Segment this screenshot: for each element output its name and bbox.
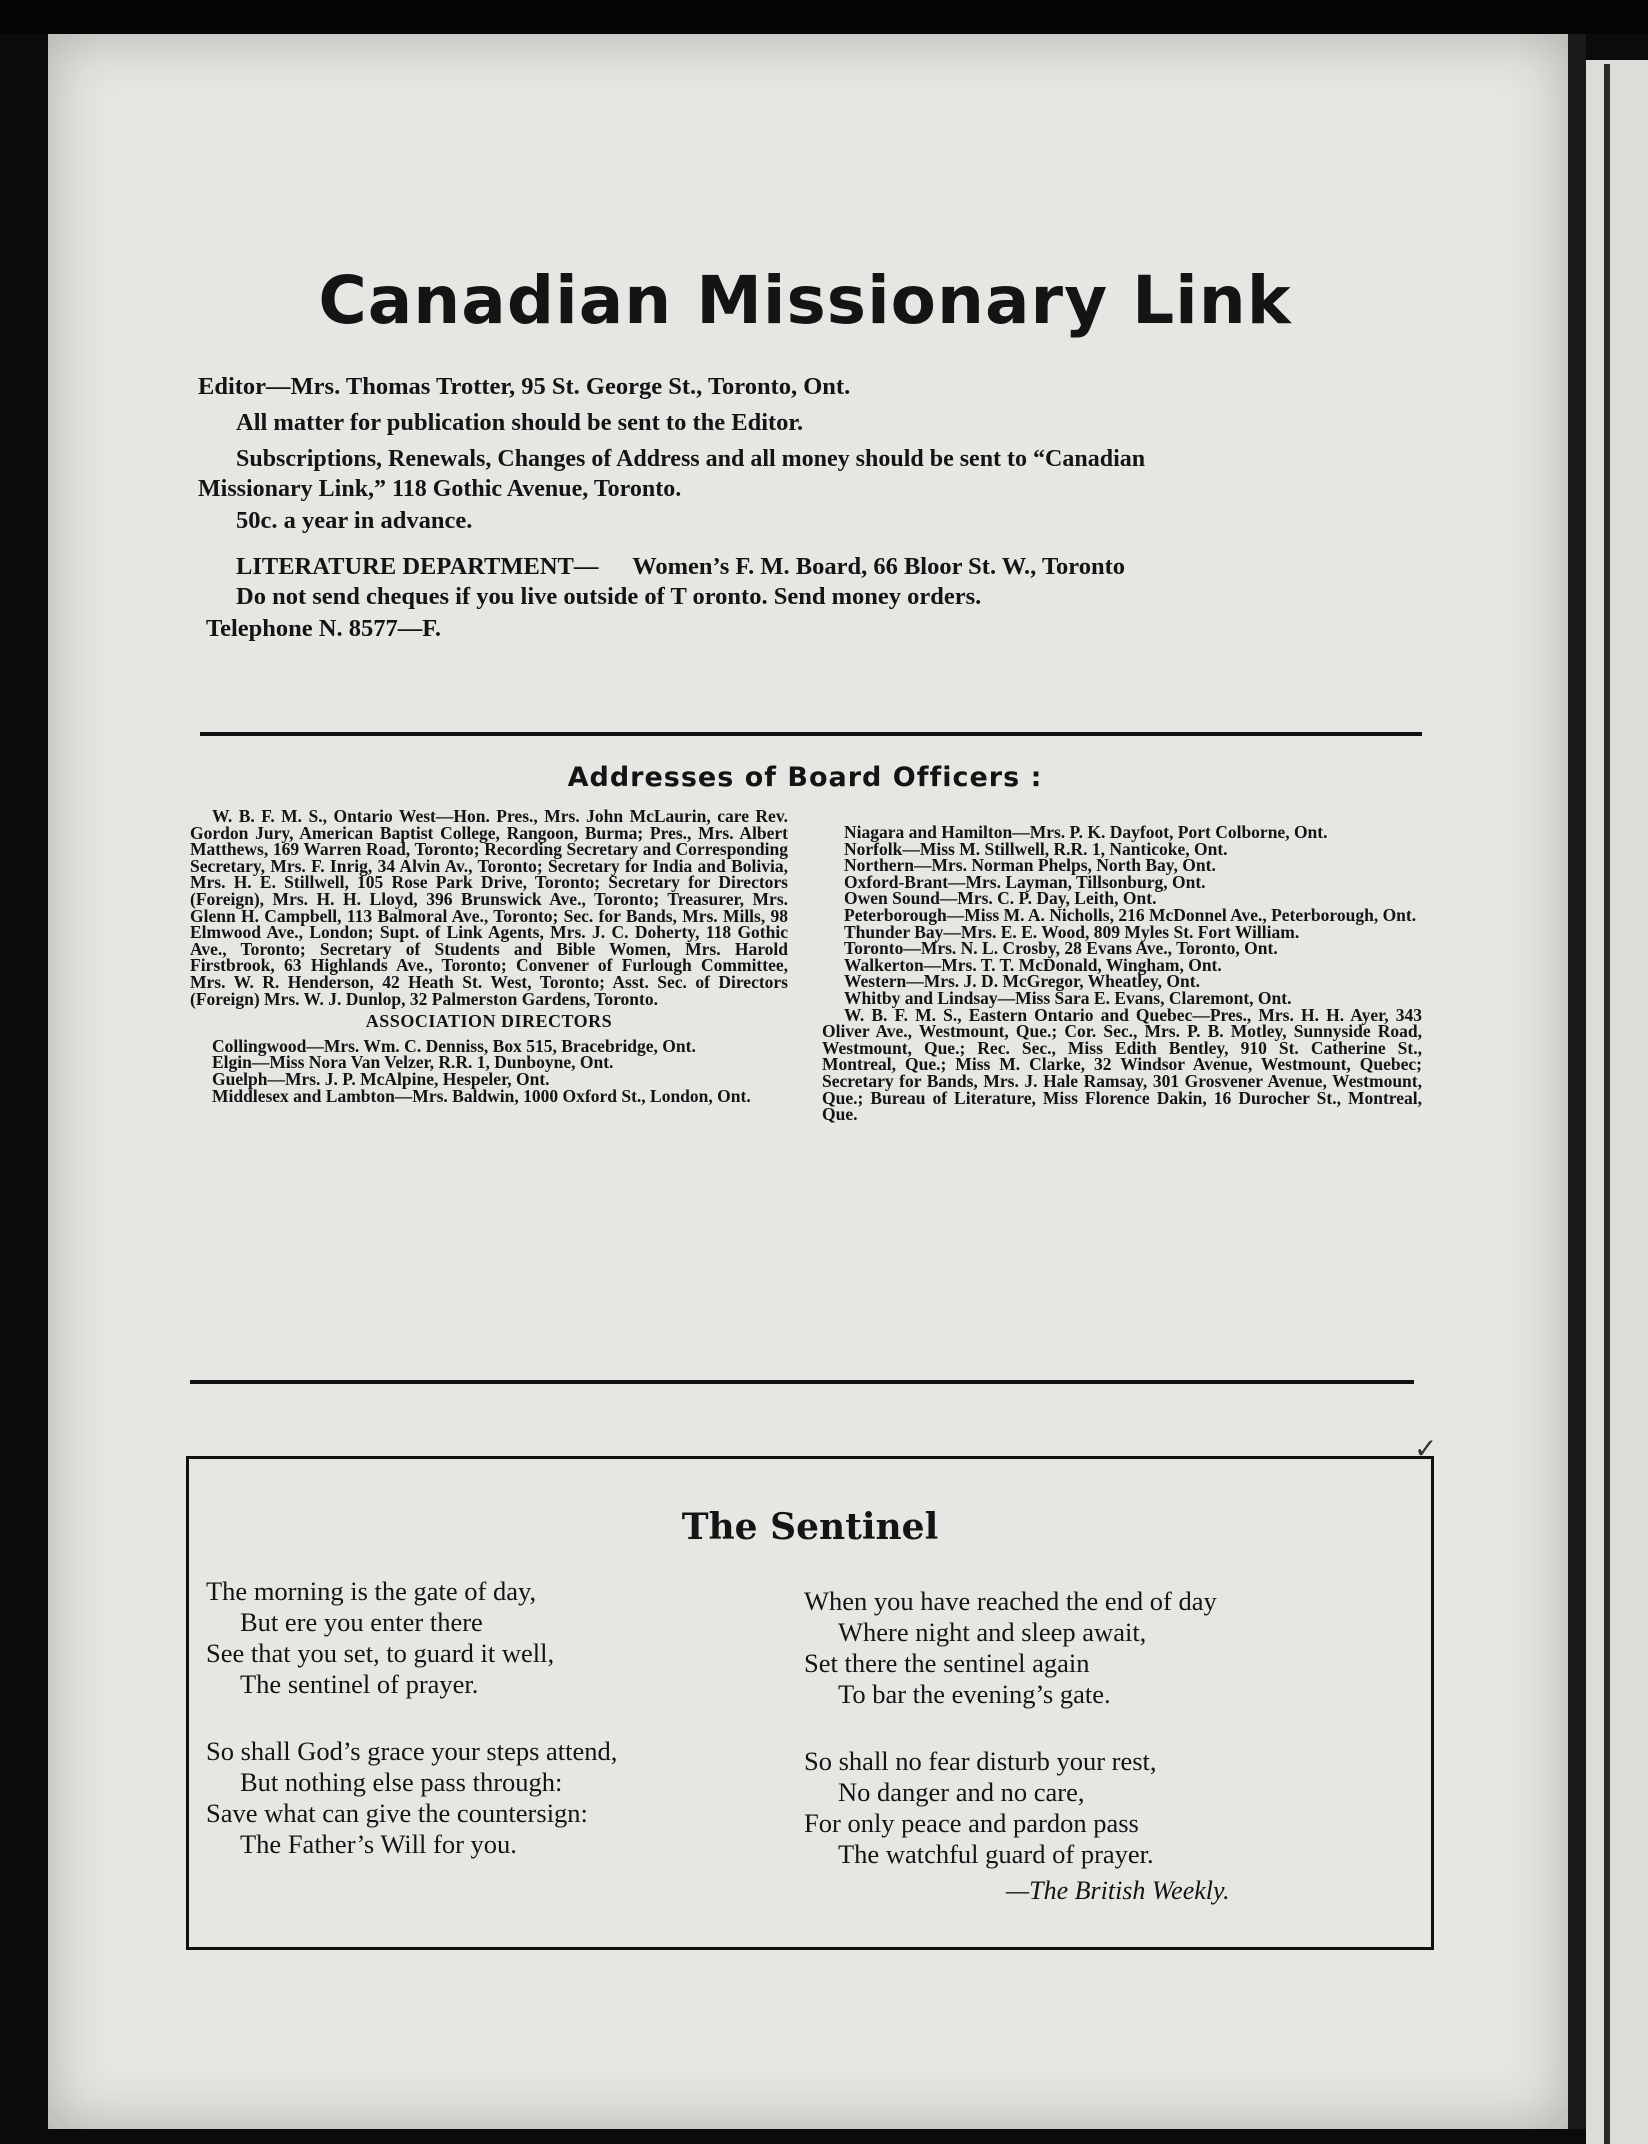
middlesex-entry: Middlesex and Lambton—Mrs. Baldwin, 1000 Oxford St., London, Ont.: [212, 1085, 751, 1106]
poem-stanza-4: [804, 1746, 1157, 1870]
poem-line: Save what can give the countersign:: [206, 1798, 588, 1828]
masthead-title: Canadian Missionary Link: [318, 262, 1292, 339]
cheques-line: Do not send cheques if you live outside of T oronto. Send money orders.: [236, 583, 982, 610]
poem-line: The watchful guard of prayer.: [838, 1839, 1154, 1869]
subscriptions-line-2: Missionary Link,” 118 Gothic Avenue, Toronto.: [198, 476, 682, 502]
northern-entry: Northern—Mrs. Norman Phelps, North Bay, Ont.: [844, 855, 1216, 876]
poem-line: So shall God’s grace your steps attend,: [206, 1736, 618, 1766]
addresses-heading: Addresses of Board Officers :: [567, 762, 1043, 793]
poem-line: But ere you enter there: [240, 1607, 483, 1637]
ontario-west-entry: W. B. F. M. S., Ontario West—Hon. Pres., Mrs. John McLaurin, care Rev. Gordon Jury, American Baptist College, Rangoon, Burma; Pres., Mrs. Albert Matthews, 169 Warren Road, Toronto; Recording Secretary and Corresponding Secretary, Mrs. F. Inrig, 34 Alvin Av., Toronto; Secretary for India and Bolivia, Mrs. H. E. Stillwell, 105 Rose Park Drive, Toronto; Secretary for Directors (Foreign), Mrs. H. H. Lloyd, 396 Brunswick Ave., Toronto; Treasurer, Mrs. Glenn H. Campbell, 113 Balmoral Ave., Toronto; Sec. for Bands, Mrs. Mills, 98 Elmwood Ave., London; Supt. of Link Agents, Mrs. J. C. Doherty, 118 Gothic Ave., Toronto; Secretary of Students and Bible Women, Mrs. Harold Firstbrook, 63 Highlands Ave., Toronto; Convener of Furlough Committee, Mrs. W. R. Henderson, 42 Heath St. West, Toronto; Asst. Sec. of Directors (Foreign) Mrs. W. J. Dunlop, 32 Palmerston Gardens, Toronto.: [190, 806, 788, 1009]
poem-line: For only peace and pardon pass: [804, 1808, 1139, 1838]
adjacent-page-edge: [1586, 60, 1648, 2144]
norfolk-entry: Norfolk—Miss M. Stillwell, R.R. 1, Nanticoke, Ont.: [844, 838, 1228, 859]
scan-border-top: [0, 0, 1648, 34]
publication-line: All matter for publication should be sent to the Editor.: [236, 409, 804, 436]
thunder-bay-entry: Thunder Bay—Mrs. E. E. Wood, 809 Myles St. Fort William.: [844, 921, 1300, 942]
price-line: 50c. a year in advance.: [236, 507, 473, 534]
addresses-left-column: [190, 808, 788, 1104]
editor-line: Editor—Mrs. Thomas Trotter, 95 St. George St., Toronto, Ont.: [198, 373, 851, 400]
poem-line: Where night and sleep await,: [838, 1617, 1147, 1647]
divider-rule-bottom: [190, 1380, 1414, 1384]
subscriptions-line-1: Subscriptions, Renewals, Changes of Address and all money should be sent to “Canadian: [236, 446, 1146, 472]
whitby-entry: Whitby and Lindsay—Miss Sara E. Evans, Claremont, Ont.: [844, 987, 1292, 1008]
walkerton-entry: Walkerton—Mrs. T. T. McDonald, Wingham, Ont.: [844, 954, 1222, 975]
literature-label: LITERATURE DEPARTMENT—: [236, 553, 599, 580]
poem-line: The sentinel of prayer.: [240, 1669, 479, 1699]
poem-line: See that you set, to guard it well,: [206, 1638, 555, 1668]
poem-attribution: —The British Weekly.: [1006, 1876, 1230, 1905]
poem-line: The Father’s Will for you.: [240, 1829, 517, 1859]
adjacent-page-shadow: [1604, 64, 1610, 2144]
poem-line: When you have reached the end of day: [804, 1586, 1217, 1616]
binding-spine: [1568, 34, 1586, 2129]
poem-stanza-3: [804, 1586, 1217, 1710]
poem-line: So shall no fear disturb your rest,: [804, 1746, 1157, 1776]
poem-line: No danger and no care,: [838, 1777, 1085, 1807]
niagara-entry: Niagara and Hamilton—Mrs. P. K. Dayfoot, Port Colborne, Ont.: [844, 822, 1328, 842]
western-entry: Western—Mrs. J. D. McGregor, Wheatley, Ont.: [844, 971, 1200, 992]
association-directors-heading: ASSOCIATION DIRECTORS: [365, 1011, 613, 1032]
poem-line: Set there the sentinel again: [804, 1648, 1090, 1678]
literature-line: [198, 552, 1438, 582]
poem-line: To bar the evening’s gate.: [838, 1679, 1111, 1709]
literature-address: Women’s F. M. Board, 66 Bloor St. W., Toronto: [632, 553, 1125, 580]
poem-stanza-2: [206, 1736, 617, 1860]
divider-rule-top: [200, 732, 1422, 736]
peterborough-entry: Peterborough—Miss M. A. Nicholls, 216 McDonnel Ave., Peterborough, Ont.: [844, 904, 1417, 925]
eastern-ontario-entry: W. B. F. M. S., Eastern Ontario and Quebec—Pres., Mrs. H. H. Ayer, 343 Oliver Ave., Westmount, Que.; Cor. Sec., Mrs. P. B. Motley, Sunnyside Road, Westmount, Que.; Rec. Sec., Miss Edith Bentley, 910 St. Catherine St., Montreal, Que.; Miss M. Clarke, 32 Windsor Avenue, Westmount, Quebec; Secretary for Bands, Mrs. J. Hale Ramsay, 301 Grosvener Avenue, Westmount, Que.; Bureau of Literature, Miss Florence Dakin, 16 Durocher St., Montreal, Que.: [822, 1004, 1422, 1125]
telephone-line: Telephone N. 8577—F.: [206, 615, 442, 642]
poem-line: But nothing else pass through:: [240, 1767, 563, 1797]
poem-title: The Sentinel: [681, 1506, 939, 1548]
toronto-entry: Toronto—Mrs. N. L. Crosby, 28 Evans Ave., Toronto, Ont.: [844, 938, 1278, 959]
poem-stanza-1: [206, 1576, 554, 1700]
guelph-entry: Guelph—Mrs. J. P. McAlpine, Hespeler, Ont.: [212, 1068, 550, 1089]
pencil-check-mark: ✓: [1414, 1434, 1438, 1465]
collingwood-entry: Collingwood—Mrs. Wm. C. Denniss, Box 515, Bracebridge, Ont.: [212, 1035, 696, 1056]
poem-line: The morning is the gate of day,: [206, 1576, 537, 1606]
elgin-entry: Elgin—Miss Nora Van Velzer, R.R. 1, Dunboyne, Ont.: [212, 1052, 614, 1073]
oxford-entry: Oxford-Brant—Mrs. Layman, Tillsonburg, Ont.: [844, 871, 1206, 892]
publication-info: [198, 372, 1438, 644]
owen-sound-entry: Owen Sound—Mrs. C. P. Day, Leith, Ont.: [844, 888, 1157, 909]
addresses-right-column: [822, 824, 1422, 1123]
